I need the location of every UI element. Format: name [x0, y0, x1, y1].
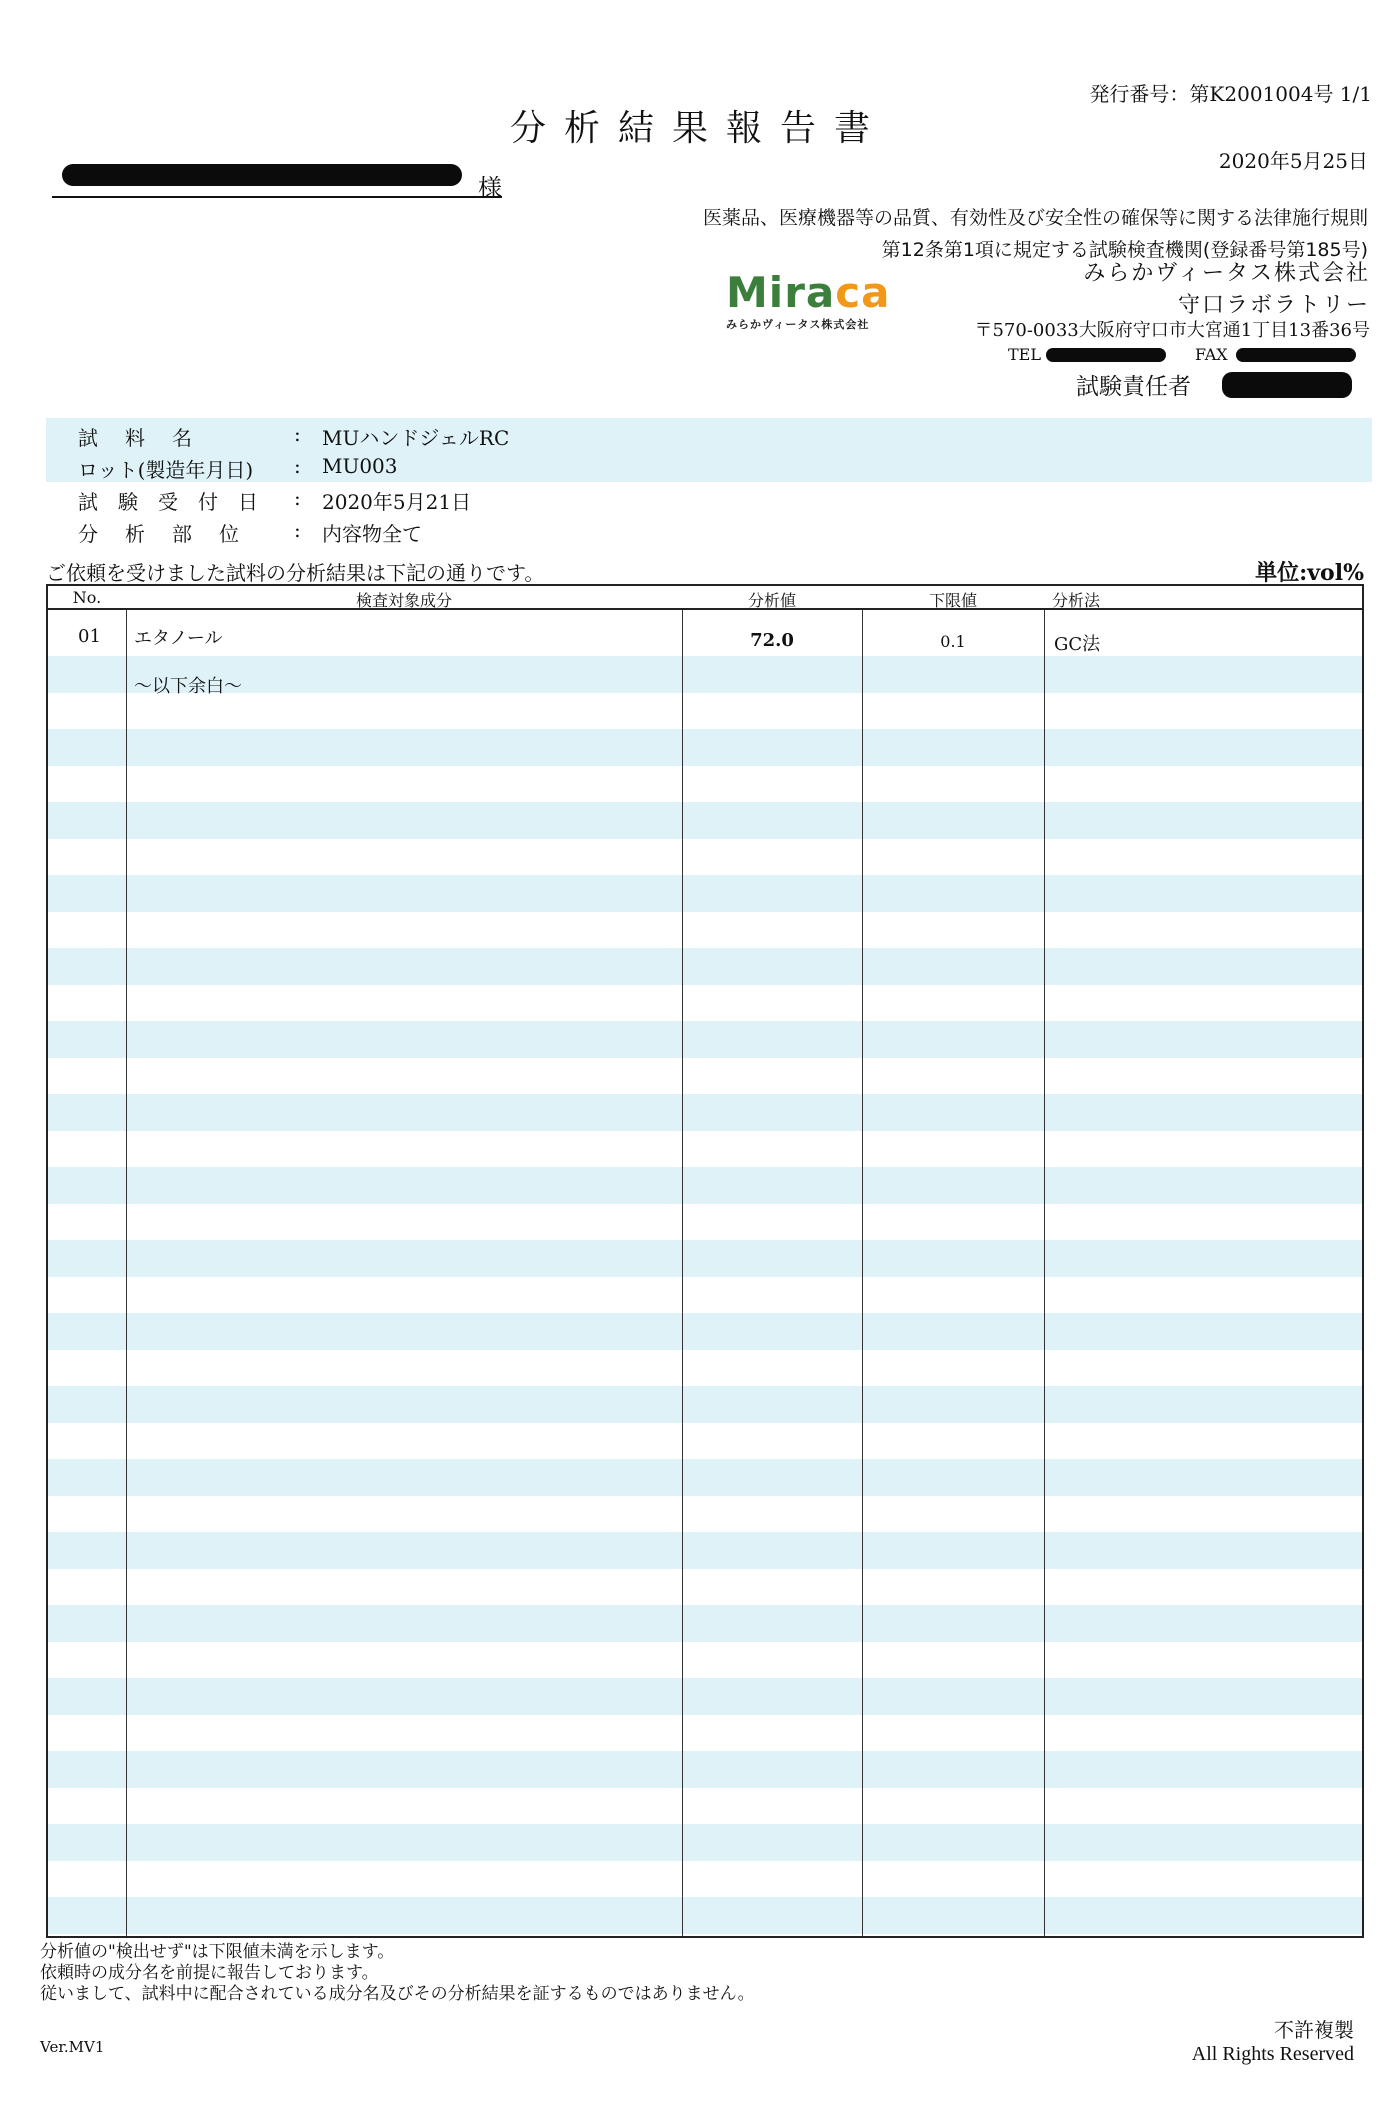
sample-info-row [46, 418, 1372, 450]
company-block [1083, 258, 1370, 322]
company-logo [726, 268, 901, 336]
copyright-en: All Rights Reserved [1191, 2043, 1354, 2065]
logo-text-green: Mira [726, 268, 836, 317]
column-divider [1044, 586, 1045, 1936]
col-header-value: 分析値 [747, 591, 796, 610]
end-marker: ～以下余白～ [134, 676, 242, 697]
sample-info-row [46, 514, 1372, 546]
issue-number: 発行番号：第K2001004号 1/1 [1089, 82, 1372, 106]
row-stripe [48, 1313, 1362, 1350]
examiner-label: 試験責任者 [1076, 374, 1191, 400]
redacted-recipient [62, 164, 462, 186]
row-stripe [48, 1240, 1362, 1277]
note-line: 従いまして、試料中に配合されている成分名及びその分析結果を証するものではありません。 [40, 1984, 755, 2004]
tel-label: TEL [1008, 345, 1041, 364]
cell-component: エタノール [134, 628, 223, 649]
logo-subtext: みらかヴィータス株式会社 [726, 318, 870, 331]
recipient-line [52, 160, 502, 202]
col-header-lower-limit: 下限値 [928, 591, 977, 610]
colon: : [294, 422, 301, 446]
row-stripe [48, 656, 1362, 693]
cell-value: 72.0 [750, 630, 794, 651]
table-header [48, 586, 1362, 610]
receipt-date-value: 2020年5月21日 [322, 490, 472, 514]
note-line: 依頼時の成分名を前提に報告しております。 [40, 1963, 379, 1983]
row-stripe [48, 948, 1362, 985]
company-name: みらかヴィータス株式会社 [1083, 261, 1370, 286]
redacted-fax [1236, 348, 1356, 362]
sample-info [46, 418, 1372, 546]
sample-name-value: MUハンドジェルRC [322, 426, 510, 450]
lab-name: 守口ラボラトリー [1177, 293, 1370, 318]
fax-label: FAX [1195, 345, 1228, 364]
colon: : [294, 518, 301, 542]
legal-line-2: 第12条第1項に規定する試験検査機関(登録番号第185号) [881, 239, 1368, 261]
analysis-part-label: 分析部位 [78, 522, 266, 546]
row-stripe [48, 729, 1362, 766]
copyright [1192, 2018, 1354, 2066]
sample-info-row [46, 482, 1372, 514]
row-stripe [48, 1021, 1362, 1058]
row-stripe [48, 1532, 1362, 1569]
analysis-part-value: 内容物全て [322, 522, 422, 546]
company-address: 〒570-0033大阪府守口市大宮通1丁目13番36号 [974, 320, 1370, 341]
issue-date: 2020年5月25日 [1218, 149, 1368, 173]
document-title: 分析結果報告書 [509, 108, 888, 149]
sample-name-label: 試料名 [78, 426, 219, 450]
row-stripe [48, 1824, 1362, 1861]
sample-info-row [46, 450, 1372, 482]
legal-statement [703, 202, 1368, 266]
col-header-method: 分析法 [1052, 591, 1101, 610]
cell-method: GC法 [1054, 634, 1101, 655]
version-label: Ver.MV1 [40, 2038, 105, 2056]
lot-value: MU003 [322, 454, 398, 478]
cell-no: 01 [78, 626, 101, 647]
recipient-honorific: 様 [478, 174, 502, 202]
redacted-tel [1046, 348, 1166, 362]
colon: : [294, 454, 301, 478]
intro-text: ご依頼を受けました試料の分析結果は下記の通りです。 [46, 561, 545, 585]
row-stripe [48, 1386, 1362, 1423]
lot-label: ロット(製造年月日) [78, 458, 254, 482]
col-header-component: 検査対象成分 [355, 591, 452, 610]
results-table [46, 584, 1364, 1938]
row-stripe [48, 1167, 1362, 1204]
row-stripe [48, 802, 1362, 839]
column-divider [682, 586, 683, 1936]
copyright-jp: 不許複製 [1274, 2018, 1354, 2042]
redacted-examiner [1222, 372, 1352, 398]
unit-label: 単位:vol% [1255, 560, 1364, 586]
column-divider [126, 586, 127, 1936]
note-line: 分析値の"検出せず"は下限値未満を示します。 [40, 1942, 395, 1962]
row-stripe [48, 875, 1362, 912]
footnotes [40, 1942, 755, 2005]
row-stripe [48, 1605, 1362, 1642]
receipt-date-label: 試験受付日 [78, 490, 278, 514]
colon: : [294, 486, 301, 510]
col-header-no: No. [72, 588, 102, 607]
legal-line-1: 医薬品、医療機器等の品質、有効性及び安全性の確保等に関する法律施行規則 [702, 207, 1368, 229]
logo-text-orange: ca [835, 268, 891, 317]
row-stripe [48, 1751, 1362, 1788]
row-stripe [48, 1094, 1362, 1131]
row-stripe [48, 1459, 1362, 1496]
cell-lower-limit: 0.1 [940, 632, 966, 651]
column-divider [862, 586, 863, 1936]
row-stripe [48, 1897, 1362, 1934]
row-stripe [48, 1678, 1362, 1715]
